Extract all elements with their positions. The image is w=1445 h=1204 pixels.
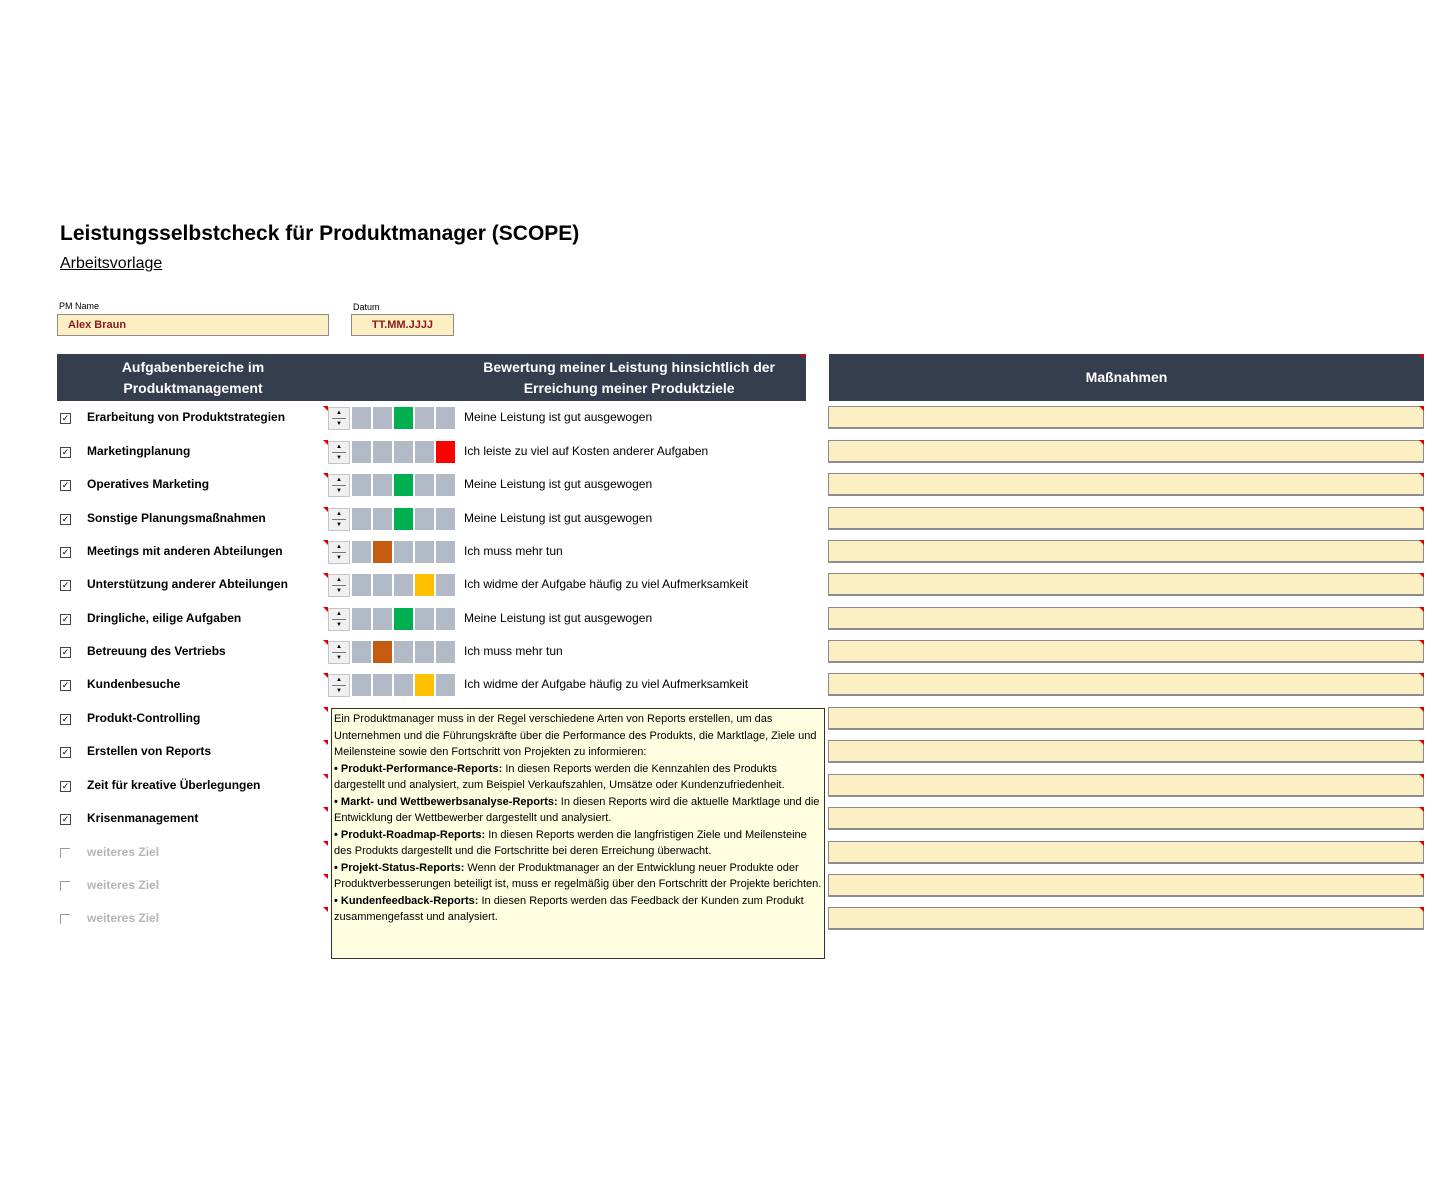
tooltip-item-text: In diesen Reports wird die aktuelle Marktlage und die Entwicklung der Wettbewerber dargestellt und analysiert. [334,795,820,824]
comment-indicator[interactable] [323,874,328,879]
tooltip-item-title: • Projekt-Status-Reports: [334,861,465,874]
comment-indicator[interactable] [1419,807,1424,812]
rating-segment [415,541,434,563]
actions-input[interactable] [828,807,1424,830]
spinner-up-icon[interactable]: ▲ [336,511,342,517]
table-row [56,604,1426,637]
rating-segment [415,674,434,696]
tooltip-item-text: In diesen Reports werden die langfristigen Ziele und Meilensteine des Produkts dargestellt und die Fortschritte bei deren Erreichung überwacht. [334,828,807,857]
row-checkbox[interactable]: ✓ [61,781,70,791]
table-row [56,637,1426,670]
comment-indicator[interactable] [323,807,328,812]
rating-segment [436,441,455,463]
rating-segment [373,608,392,630]
comment-indicator[interactable] [1419,673,1424,678]
rating-segment [415,574,434,596]
comment-indicator[interactable] [1419,473,1424,478]
rating-segment [394,407,413,429]
comment-indicator[interactable] [1419,573,1424,578]
rating-segment [394,441,413,463]
task-label: Operatives Marketing [87,477,210,491]
rating-segment [394,474,413,496]
row-checkbox[interactable]: ✓ [61,580,70,590]
actions-input[interactable] [828,540,1424,563]
rating-segment [415,474,434,496]
rating-segment [436,541,455,563]
rating-text: Meine Leistung ist gut ausgewogen [464,410,653,424]
rating-segment [352,407,371,429]
tooltip-items [334,761,822,926]
spinner-up-icon[interactable]: ▲ [336,677,342,683]
actions-input[interactable] [828,507,1424,530]
row-checkbox[interactable]: ✓ [61,680,70,690]
tooltip-item-title: • Markt- und Wettbewerbsanalyse-Reports: [334,795,558,808]
comment-indicator[interactable] [1419,841,1424,846]
page-subtitle: Arbeitsvorlage [60,255,163,272]
spinner-up-icon[interactable]: ▲ [336,644,342,650]
rating-scale [352,574,457,596]
comment-indicator[interactable] [323,707,328,712]
rating-segment [436,608,455,630]
comment-indicator[interactable] [1419,740,1424,745]
comment-indicator[interactable] [1419,354,1424,359]
rating-text: Meine Leistung ist gut ausgewogen [464,511,653,525]
table-row [56,670,1426,703]
task-label: Erarbeitung von Produktstrategien [87,410,286,424]
header-rating [329,354,806,401]
comment-indicator[interactable] [1419,540,1424,545]
header-tasks [57,354,329,401]
rating-segment [415,641,434,663]
actions-input[interactable] [828,573,1424,596]
rating-segment [352,574,371,596]
actions-input[interactable] [828,473,1424,496]
comment-indicator[interactable] [1419,907,1424,912]
row-checkbox[interactable]: ✓ [61,514,70,524]
page-title: Leistungsselbstcheck für Produktmanager (SCOPE) [60,222,580,245]
rating-segment [436,574,455,596]
rating-segment [436,674,455,696]
tooltip-item [334,893,822,926]
rating-segment [373,541,392,563]
rating-segment [352,474,371,496]
row-checkbox[interactable]: ✓ [61,480,70,490]
spinner-up-icon[interactable]: ▲ [336,477,342,483]
spinner-down-icon[interactable]: ▼ [336,588,342,594]
task-label: Erstellen von Reports [87,744,212,758]
rating-segment [373,474,392,496]
comment-indicator[interactable] [1419,406,1424,411]
row-checkbox[interactable] [60,848,70,858]
rating-segment [373,441,392,463]
tooltip-item-title: • Produkt-Performance-Reports: [334,762,503,775]
actions-input[interactable] [828,740,1424,763]
tooltip-item [334,794,822,827]
comment-indicator[interactable] [1419,440,1424,445]
task-label: Marketingplanung [87,444,191,458]
tooltip-item-text: Wenn der Produktmanager an der Entwicklung neuer Produkte oder Produktverbesserungen beteiligt ist, muss er regelmäßig über den Fortschritt der Projekte berichten. [334,861,822,890]
spinner-down-icon[interactable]: ▼ [336,455,342,461]
rating-segment [436,641,455,663]
task-label: Dringliche, eilige Aufgaben [87,611,242,625]
row-checkbox[interactable]: ✓ [61,714,70,724]
comment-indicator[interactable] [1419,707,1424,712]
rating-segment [394,574,413,596]
spinner-down-icon[interactable]: ▼ [336,555,342,561]
comment-indicator[interactable] [1419,640,1424,645]
rating-segment [415,508,434,530]
task-label: Krisenmanagement [87,811,199,825]
rating-text: Ich muss mehr tun [464,544,563,558]
level-spinner[interactable] [328,674,350,697]
tooltip-item [334,860,822,893]
level-spinner[interactable] [328,574,350,597]
rating-segment [373,508,392,530]
table-row [56,570,1426,603]
rating-segment [415,608,434,630]
table-row [56,437,1426,470]
pm-name-field[interactable]: Alex Braun [57,314,329,336]
task-label: Sonstige Planungsmaßnahmen [87,511,266,525]
task-label: weiteres Ziel [87,911,160,925]
rating-segment [373,641,392,663]
comment-indicator[interactable] [1419,507,1424,512]
level-spinner[interactable] [328,508,350,531]
tooltip-item-title: • Produkt-Roadmap-Reports: [334,828,486,841]
rating-segment [394,541,413,563]
comment-indicator[interactable] [323,774,328,779]
spinner-down-icon[interactable]: ▼ [336,522,342,528]
level-spinner[interactable] [328,541,350,564]
header-tasks-line1: Aufgabenbereiche im [121,358,265,375]
spinner-up-icon[interactable]: ▲ [336,444,342,450]
rating-text: Ich muss mehr tun [464,644,563,658]
spinner-up-icon[interactable]: ▲ [336,410,342,416]
task-label: weiteres Ziel [87,878,160,892]
table-row [56,537,1426,570]
rating-text: Meine Leistung ist gut ausgewogen [464,477,653,491]
rating-scale [352,608,457,630]
rating-scale [352,541,457,563]
actions-input[interactable] [828,874,1424,897]
tooltip-intro: Ein Produktmanager muss in der Regel verschiedene Arten von Reports erstellen, um das Unternehmen und die Führungskräfte über die Performance des Produkts, die Marktlage, Ziele und Meilensteine sowie den Fortschritt von Projekten zu informieren: [334,713,817,758]
actions-input[interactable] [828,440,1424,463]
comment-indicator[interactable] [323,740,328,745]
level-spinner[interactable] [328,407,350,430]
row-checkbox[interactable]: ✓ [61,413,70,423]
rating-text: Ich leiste zu viel auf Kosten anderer Aufgaben [464,444,709,458]
task-label: Betreuung des Vertriebs [87,644,226,658]
table-row [56,403,1426,436]
rating-scale [352,474,457,496]
rating-scale [352,641,457,663]
rating-segment [373,574,392,596]
actions-input[interactable] [828,673,1424,696]
tooltip-item-title: • Kundenfeedback-Reports: [334,894,479,907]
row-checkbox[interactable]: ✓ [61,747,70,757]
tooltip-item-text: In diesen Reports werden die Kennzahlen des Produkts dargestellt und analysiert, zum Beispiel Verkaufszahlen, Umsätze oder Kundenzufriedenheit. [334,762,785,791]
rating-text: Ich widme der Aufgabe häufig zu viel Aufmerksamkeit [464,677,749,691]
row-checkbox[interactable]: ✓ [61,614,70,624]
table-row [56,504,1426,537]
rating-segment [436,508,455,530]
actions-input[interactable] [828,640,1424,663]
tooltip-item-text: In diesen Reports werden das Feedback der Kunden zum Produkt zusammengefasst und analysiert. [334,894,804,923]
header-rating-line1: Bewertung meiner Leistung hinsichtlich der [483,358,775,375]
pm-name-label: PM Name [59,301,100,311]
rating-segment [373,407,392,429]
rating-segment [352,674,371,696]
spinner-up-icon[interactable]: ▲ [336,611,342,617]
rating-segment [436,407,455,429]
row-checkbox[interactable]: ✓ [61,447,70,457]
level-spinner[interactable] [328,474,350,497]
task-label: Zeit für kreative Überlegungen [87,778,261,792]
header-actions: Maßnahmen [829,354,1424,401]
spinner-up-icon[interactable]: ▲ [336,577,342,583]
row-checkbox[interactable]: ✓ [61,547,70,557]
rating-scale [352,441,457,463]
comment-indicator[interactable] [323,841,328,846]
rating-scale [352,674,457,696]
task-label: weiteres Ziel [87,845,160,859]
datum-field[interactable]: TT.MM.JJJJ [351,314,454,336]
comment-indicator[interactable] [1419,607,1424,612]
rating-segment [436,474,455,496]
task-label: Unterstützung anderer Abteilungen [87,577,288,591]
rating-segment [352,641,371,663]
rating-segment [352,608,371,630]
row-checkbox[interactable]: ✓ [61,647,70,657]
task-label: Kundenbesuche [87,677,181,691]
rating-segment [373,674,392,696]
spinner-up-icon[interactable]: ▲ [336,544,342,550]
header-tasks-line2: Produktmanagement [123,379,263,396]
actions-input[interactable] [828,707,1424,730]
actions-input[interactable] [828,607,1424,630]
datum-label: Datum [353,302,380,312]
spinner-down-icon[interactable]: ▼ [336,622,342,628]
spinner-down-icon[interactable]: ▼ [336,655,342,661]
rating-segment [352,541,371,563]
table-row [56,470,1426,503]
comment-indicator[interactable] [1419,874,1424,879]
rating-segment [394,608,413,630]
rating-segment [352,508,371,530]
header-rating-line2: Erreichung meiner Produktziele [523,379,735,396]
actions-input[interactable] [828,907,1424,930]
reports-comment-tooltip [331,708,825,959]
rating-text: Ich widme der Aufgabe häufig zu viel Aufmerksamkeit [464,577,749,591]
row-checkbox[interactable] [60,914,70,924]
comment-indicator[interactable] [1419,774,1424,779]
spinner-down-icon[interactable]: ▼ [336,488,342,494]
task-label: Produkt-Controlling [87,711,201,725]
level-spinner[interactable] [328,608,350,631]
row-checkbox[interactable]: ✓ [61,814,70,824]
spinner-down-icon[interactable]: ▼ [336,421,342,427]
level-spinner[interactable] [328,641,350,664]
rating-text: Meine Leistung ist gut ausgewogen [464,611,653,625]
rating-scale [352,407,457,429]
rating-segment [415,441,434,463]
rating-scale [352,508,457,530]
rating-segment [352,441,371,463]
task-label: Meetings mit anderen Abteilungen [87,544,283,558]
comment-indicator[interactable] [323,907,328,912]
row-checkbox[interactable] [60,881,70,891]
spinner-down-icon[interactable]: ▼ [336,688,342,694]
rating-segment [415,407,434,429]
rating-segment [394,674,413,696]
rating-segment [394,508,413,530]
actions-input[interactable] [828,841,1424,864]
level-spinner[interactable] [328,441,350,464]
actions-input[interactable] [828,406,1424,429]
actions-input[interactable] [828,774,1424,797]
tooltip-item [334,827,822,860]
rating-segment [394,641,413,663]
comment-indicator[interactable] [800,354,805,359]
tooltip-item [334,761,822,794]
